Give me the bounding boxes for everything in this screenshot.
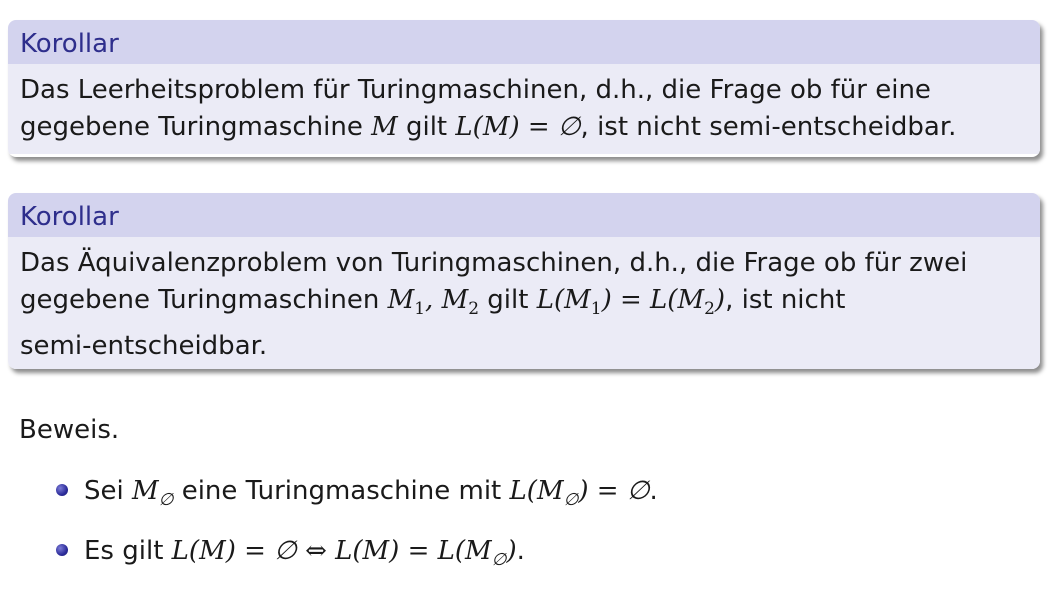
korollar-block-2	[8, 193, 1040, 369]
text-span: , ist nicht	[725, 285, 846, 315]
korollar-body	[8, 64, 1040, 154]
math-formula: $M_\emptyset$	[132, 476, 174, 510]
math-formula: $M_1$, $M_2$	[387, 285, 480, 319]
bullet-icon	[56, 544, 68, 556]
text-span: gegebene Turingmaschinen	[20, 285, 388, 315]
text-span: Sei	[84, 476, 132, 506]
text-span: gilt	[479, 285, 537, 315]
korollar-line	[20, 72, 1028, 109]
korollar-line	[20, 109, 1028, 146]
text-span: gegebene Turingmaschine	[20, 112, 372, 142]
korollar-title: Korollar	[8, 193, 1040, 237]
korollar-title: Korollar	[8, 20, 1040, 64]
text-span: Das Äquivalenzproblem von Turingmaschinen, d.h., die Frage ob für zwei	[20, 248, 968, 278]
korollar-line	[20, 245, 1028, 282]
korollar-body	[8, 237, 1040, 369]
text-span: , ist nicht semi-entscheidbar.	[580, 112, 957, 142]
math-formula: $L(M_1) = L(M_2)$	[536, 285, 726, 319]
math-var: M	[371, 112, 398, 142]
math-formula: L(M) = ∅ ⇔ $L(M) = L(M_\emptyset)$	[171, 536, 517, 570]
proof-title: Beweis.	[19, 415, 120, 445]
korollar-line	[20, 328, 1028, 365]
text-span: gilt	[397, 112, 456, 142]
text-span: .	[516, 536, 525, 566]
text-span: Das Leerheitsproblem für Turingmaschinen, d.h., die Frage ob für eine	[20, 75, 931, 105]
math-formula: $L(M_\emptyset)$ = ∅	[509, 476, 650, 510]
text-span: .	[649, 476, 658, 506]
text-span: Es gilt	[84, 536, 172, 566]
text-span: semi-entscheidbar.	[20, 331, 268, 361]
list-item	[56, 470, 658, 530]
korollar-block-1	[8, 20, 1040, 157]
bullet-icon	[56, 484, 68, 496]
proof-list	[56, 470, 658, 590]
list-item	[56, 530, 658, 590]
math-formula: L(M) = ∅	[455, 112, 581, 142]
text-span: eine Turingmaschine mit	[173, 476, 510, 506]
korollar-line	[20, 282, 1028, 328]
